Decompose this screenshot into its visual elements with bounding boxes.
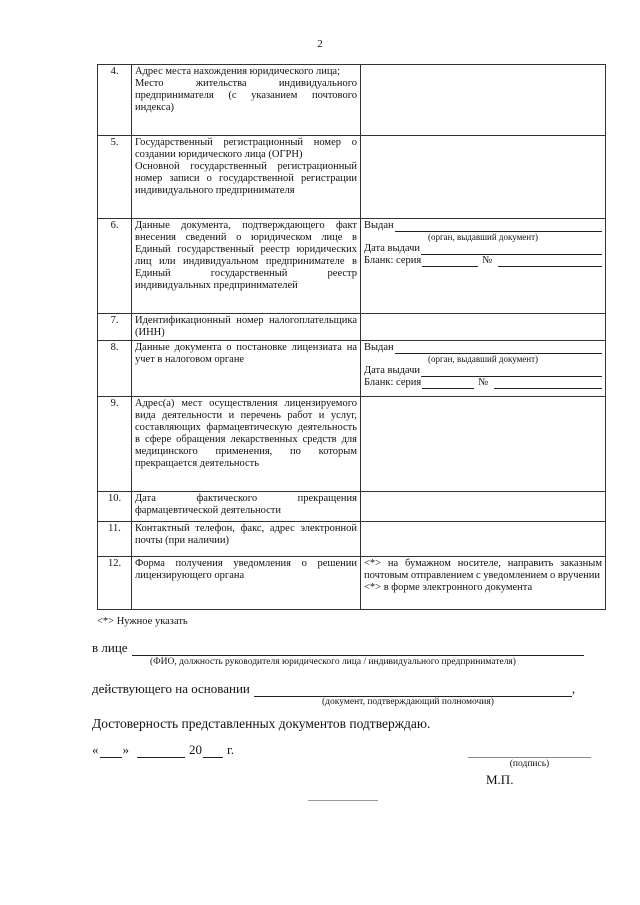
row-label: Идентификационный номер налогоплательщика (ИНН)	[132, 314, 361, 341]
seal-label: М.П.	[486, 772, 514, 787]
day-input[interactable]	[100, 745, 122, 758]
row-label: Форма получения уведомления о решении лицензирующего органа	[132, 557, 361, 610]
certify-statement: Достоверность представленных документов подтверждаю.	[92, 716, 431, 731]
table-row	[98, 492, 606, 522]
in-person-hint: (ФИО, должность руководителя юридического лица / индивидуального предпринимателя)	[150, 657, 516, 667]
row-number: 12.	[98, 557, 132, 610]
table-row	[98, 136, 606, 219]
issued-field[interactable]: Выдан	[364, 342, 602, 354]
row-label: Адрес(а) мест осуществления лицензируемого вида деятельности и перечень работ и услуг, составляющих фармацевтическую деятельность в сфере обращения лекарственных средств для медицинского применения, по которым прекращается деятельность	[132, 397, 361, 492]
row-number: 10.	[98, 492, 132, 522]
in-person-label: в лице	[92, 640, 128, 655]
table-row	[98, 314, 606, 341]
notify-option-electronic[interactable]: <*> в форме электронного документа	[364, 582, 533, 593]
table-row	[98, 341, 606, 397]
issue-date-field[interactable]: Дата выдачи	[364, 243, 602, 255]
year-input[interactable]	[203, 745, 223, 758]
issue-date-field[interactable]: Дата выдачи	[364, 365, 602, 377]
signature-hint: (подпись)	[509, 759, 550, 769]
table-row	[98, 397, 606, 492]
row-value-cell[interactable]	[361, 341, 606, 397]
row-value-cell[interactable]	[361, 397, 606, 492]
row-number: 5.	[98, 136, 132, 219]
page-number: 2	[317, 38, 323, 50]
application-table	[97, 64, 606, 610]
issued-hint: (орган, выдавший документ)	[427, 232, 539, 242]
acting-basis-row: действующего на основании ,	[92, 681, 576, 696]
row-value-cell[interactable]	[361, 136, 606, 219]
acting-basis-hint: (документ, подтверждающий полномочия)	[322, 697, 494, 707]
row-number: 8.	[98, 341, 132, 397]
row-value-cell[interactable]	[361, 65, 606, 136]
in-person-input[interactable]	[132, 643, 584, 656]
issued-hint: (орган, выдавший документ)	[427, 354, 539, 364]
month-input[interactable]	[137, 745, 185, 758]
row-label: Адрес места нахождения юридического лица; Место жительства индивидуального предпринимателя (с указанием почтового индекса)	[132, 65, 361, 136]
row-number: 9.	[98, 397, 132, 492]
row-value-cell	[361, 557, 606, 610]
row-number: 11.	[98, 522, 132, 557]
issued-field[interactable]: Выдан	[364, 220, 602, 232]
notify-option-paper[interactable]: <*> на бумажном носителе, направить заказным почтовым отправлением с уведомлением о вручении	[364, 558, 603, 581]
date-row: « » 20 г.	[92, 742, 235, 757]
row-value-cell[interactable]	[361, 219, 606, 314]
row-label: Дата фактического прекращения фармацевтической деятельности	[132, 492, 361, 522]
signature-line[interactable]	[468, 757, 591, 758]
row-number: 6.	[98, 219, 132, 314]
end-divider	[308, 800, 378, 801]
row-label: Контактный телефон, факс, адрес электронной почты (при наличии)	[132, 522, 361, 557]
row-number: 4.	[98, 65, 132, 136]
row-value-cell[interactable]	[361, 522, 606, 557]
row-label: Данные документа, подтверждающего факт внесения сведений о юридическом лице в Единый государственный реестр юридических лиц или индивидуальном предпринимателе в Единый государственный реестр индивидуальных предпринимателей	[132, 219, 361, 314]
footnote: <*> Нужное указать	[97, 616, 188, 627]
blank-series-field[interactable]: Бланк: серия №	[364, 255, 602, 267]
table-row	[98, 219, 606, 314]
row-value-cell[interactable]	[361, 492, 606, 522]
blank-series-field[interactable]: Бланк: серия №	[364, 377, 602, 389]
table-row	[98, 522, 606, 557]
row-number: 7.	[98, 314, 132, 341]
row-label: Государственный регистрационный номер о создании юридического лица (ОГРН) Основной государственный регистрационный номер записи о государственной регистрации индивидуального предпринимателя	[132, 136, 361, 219]
row-value-cell[interactable]	[361, 314, 606, 341]
table-row	[98, 557, 606, 610]
acting-basis-label: действующего на основании	[92, 681, 250, 696]
acting-basis-input[interactable]	[254, 684, 572, 697]
in-person-row	[92, 640, 584, 656]
table-row	[98, 65, 606, 136]
row-label: Данные документа о постановке лицензиата на учет в налоговом органе	[132, 341, 361, 397]
